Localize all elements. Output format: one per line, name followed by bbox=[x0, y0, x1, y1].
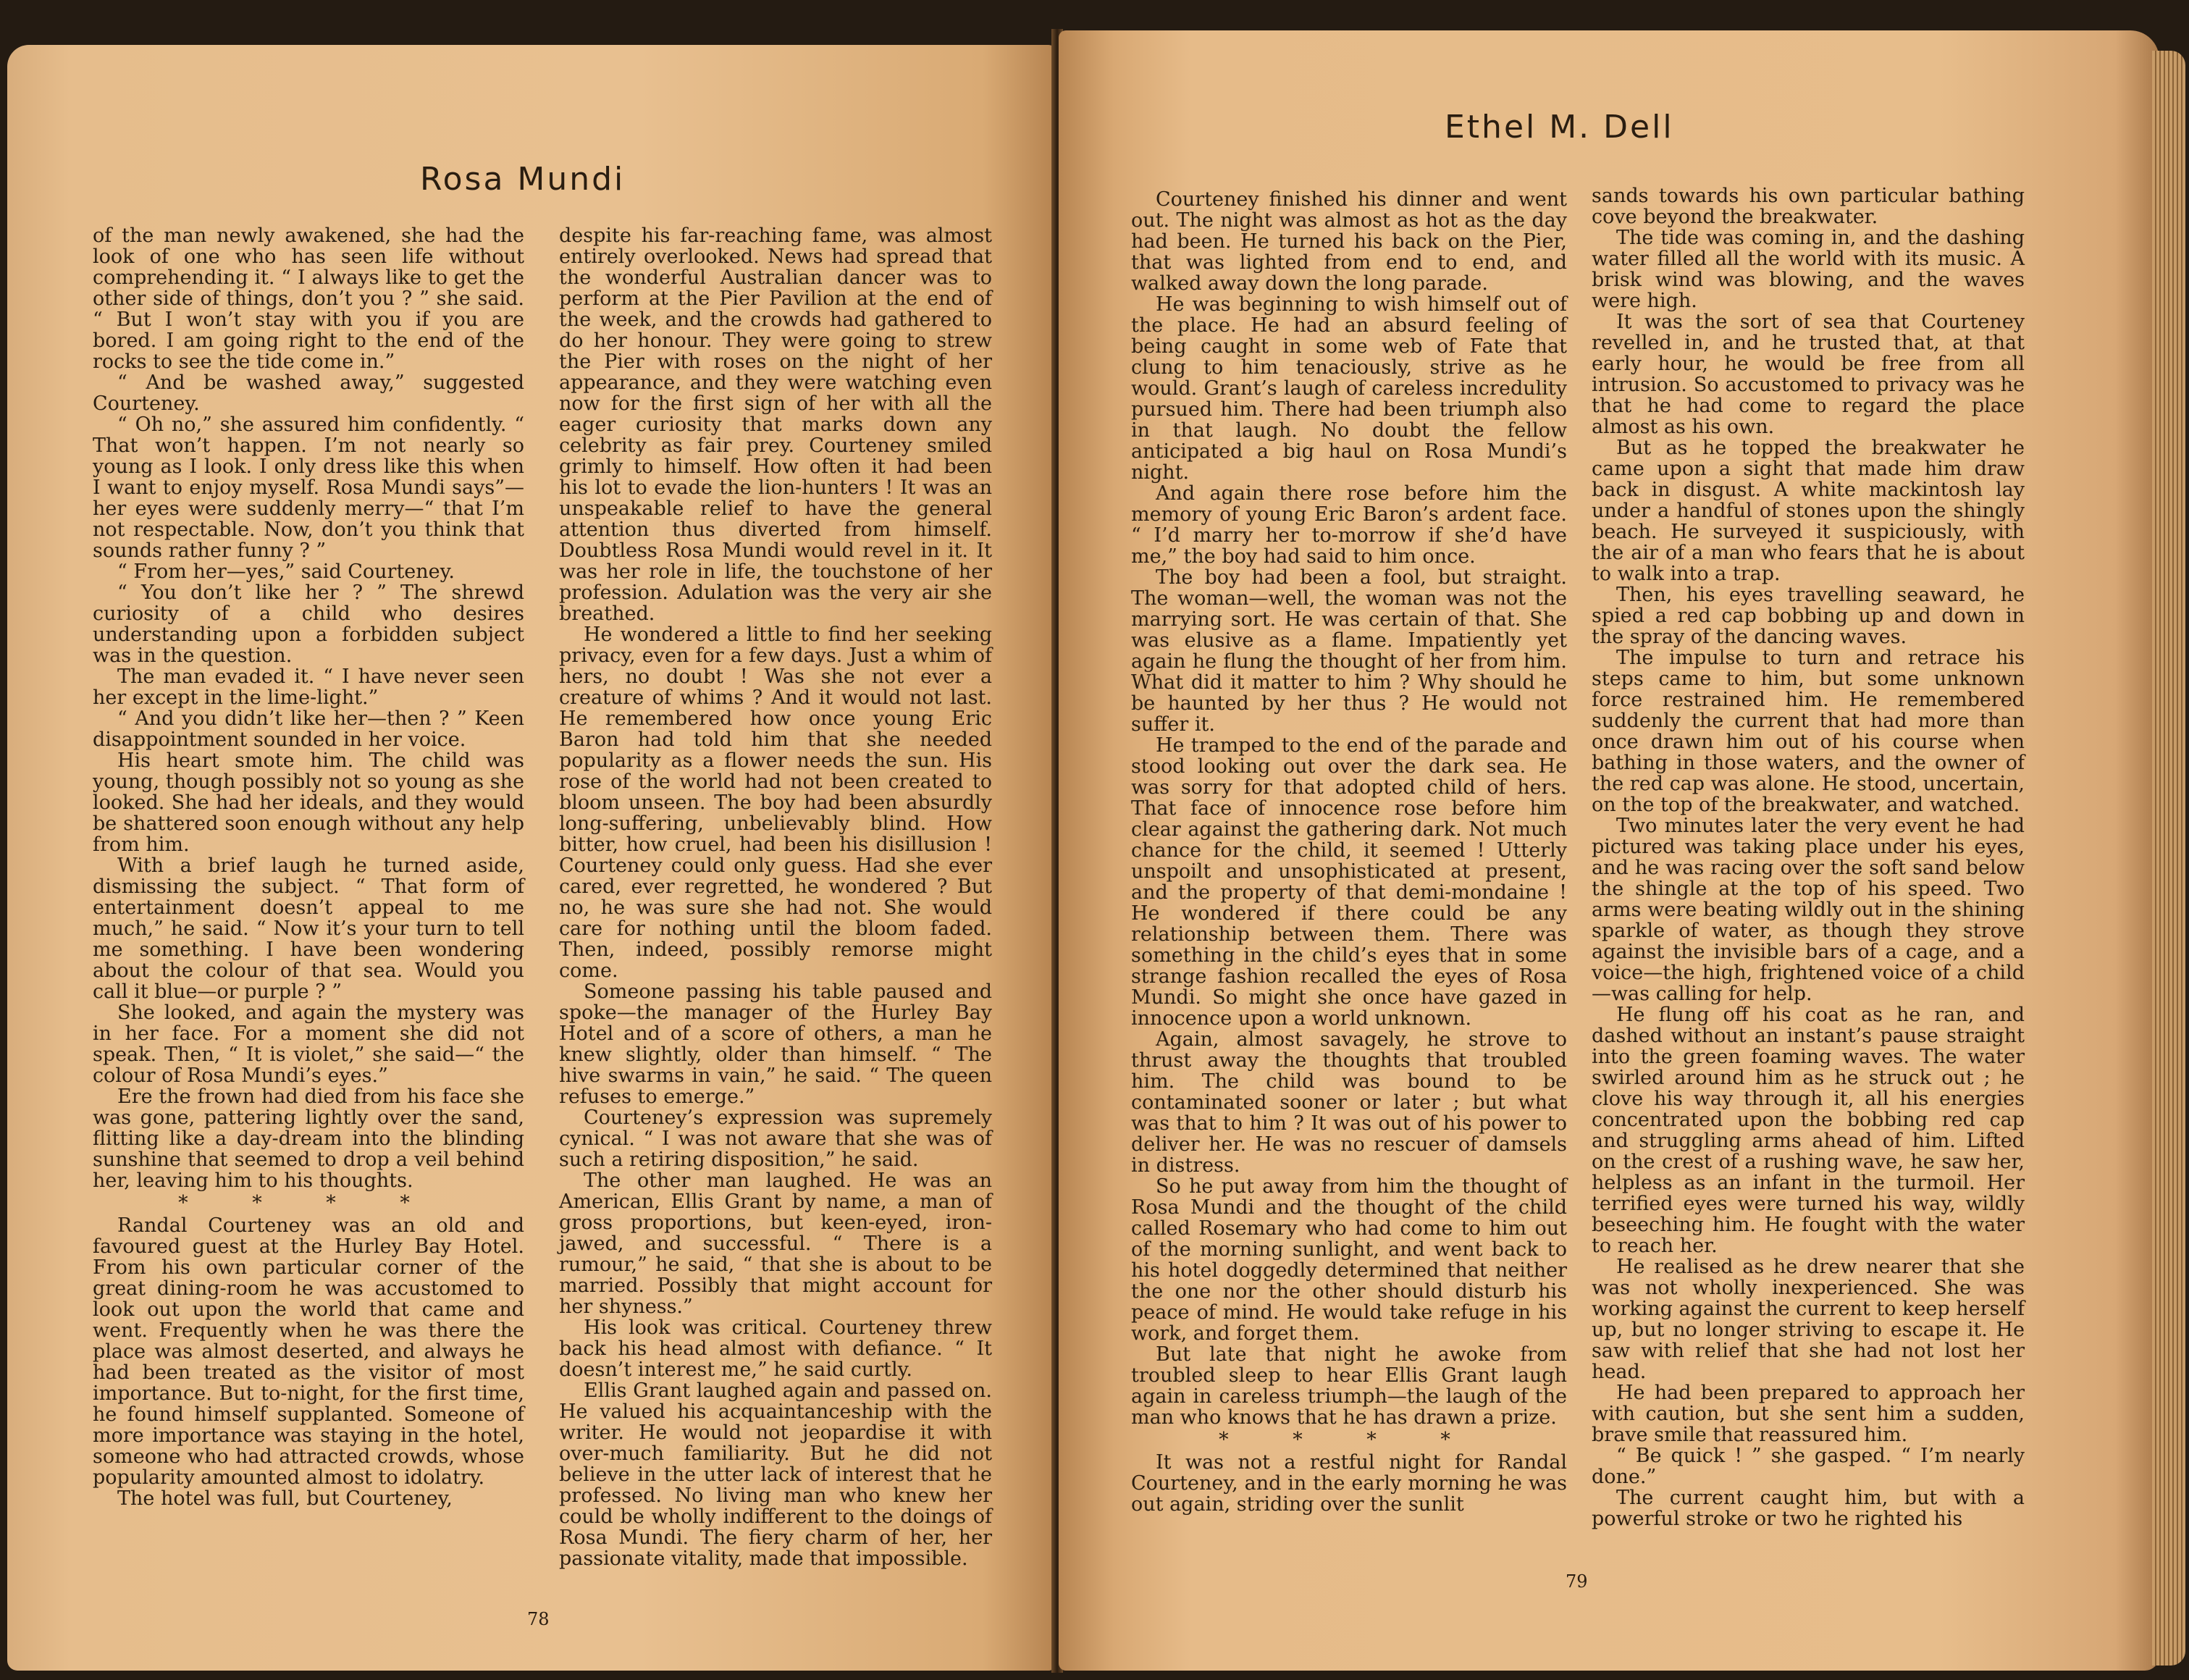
paragraph: Ere the frown had died from his face she was gone, pattering lightly over the sand, flitting like a day-dream into the blinding sunshine that seemed to drop a veil behind her, leaving him to his thoughts. bbox=[93, 1085, 524, 1192]
paragraph: But as he topped the breakwater he came upon a sight that made him draw back in disgust. A white mackintosh lay under a handful of stones upon the shingly beach. He surveyed it suspiciously, with the air of a man who fears that he is about to walk into a trap. bbox=[1592, 437, 2025, 585]
paragraph: His heart smote him. The child was young, though possibly not so young as she looked. She had her ideals, and they would be shattered soon enough without any help from him. bbox=[93, 749, 524, 856]
paragraph: The hotel was full, but Courteney, bbox=[117, 1487, 453, 1510]
paragraph: He tramped to the end of the parade and stood looking out over the dark sea. He was sorry for that adopted child of hers. That face of innocence rose before him clear against the gathering dark. Not much chance for the child, it seemed ! Utterly unspoilt and unsophisticated at present, and the property of that demi-mondaine ! He wondered if there could be any relationship between them. There was something in the child’s eyes that in some strange fashion recalled the eyes of Rosa Mundi. So might she once have gazed in innocence upon a world unknown. bbox=[1131, 734, 1567, 1030]
page-number: 79 bbox=[1566, 1571, 1588, 1592]
paragraph: despite his far-reaching fame, was almost entirely overlooked. News had spread that the wonderful Australian dancer was to perform at the Pier Pavilion at the end of the week, and the crowds had gathered to do her honour. They were going to strew the Pier with roses on the night of her appearance, and they were watching even now for the first sign of her with all the eager curiosity that marks down any celebrity as fair prey. Courteney smiled grimly to himself. How often it had been his lot to evade the lion-hunters ! It was an unspeakable relief to have the general attention thus diverted from himself. Doubtless Rosa Mundi would revel in it. It was her role in life, the touchstone of her profession. Adulation was the very air she breathed. bbox=[559, 224, 992, 625]
paragraph: Again, almost savagely, he strove to thrust away the thoughts that troubled him. The child was bound to be contaminated sooner or later ; but what was that to him ? It was out of his power to deliver her. He was no rescuer of damsels in distress. bbox=[1131, 1028, 1567, 1177]
paragraph: “ Oh no,” she assured him confidently. “ That won’t happen. I’m not nearly so young as I look. I only dress like this when I want to enjoy myself. Rosa Mundi says”—her eyes were suddenly merry—“ that I’m not respectable. Now, don’t you think that sounds rather funny ? ” bbox=[93, 413, 524, 562]
paragraph: So he put away from him the thought of Rosa Mundi and the thought of the child called Rosemary who had come to him out of the morning sunlight, and went back to his hotel doggedly determined that neither the one nor the other should disturb his peace of mind. He would take refuge in his work, and forget them. bbox=[1131, 1175, 1567, 1345]
paragraph: It was not a restful night for Randal Courteney, and in the early morning he was out again, striding over the sunlit bbox=[1131, 1451, 1567, 1516]
paragraph: The impulse to turn and retrace his steps came to him, but some unknown force restrained him. He remembered suddenly the current that had more than once drawn him out of his course when bathing in those waters, and the owner of the red cap was alone. He stood, uncertain, on the top of the breakwater, and watched. bbox=[1592, 647, 2025, 816]
paragraph: The man evaded it. “ I have never seen her except in the lime-light.” bbox=[93, 665, 524, 709]
paragraph: “ And be washed away,” suggested Courteney. bbox=[93, 371, 524, 415]
paragraph: “ You don’t like her ? ” The shrewd curiosity of a child who desires understanding upon a forbidden subject was in the question. bbox=[93, 581, 524, 667]
paragraph: But late that night he awoke from troubled sleep to hear Ellis Grant laugh again in careless triumph—the laugh of the man who knows that he has drawn a prize. bbox=[1131, 1343, 1567, 1429]
paragraph: of the man newly awakened, she had the look of one who has seen life without comprehending it. “ I always like to get the other side of things, don’t you ? ” she said. “ But I won’t stay with you if you are bored. I am going right to the end of the rocks to see the tide come in.” bbox=[93, 224, 524, 373]
paragraph: He flung off his coat as he ran, and dashed without an instant’s pause straight into the green foaming waves. The water swirled around him as he struck out ; he clove his way through it, all his energies concentrated upon the bobbing red cap and struggling arms ahead of him. Lifted on the crest of a rushing wave, he saw her, helpless as an infant in the turmoil. Her terrified eyes were turned his way, wildly beseeching him. He fought with the water to reach her. bbox=[1592, 1004, 2025, 1257]
paragraph: With a brief laugh he turned aside, dismissing the subject. “ That form of entertainment doesn’t appeal to me much,” he said. “ Now it’s your turn to tell me something. I have been wondering about the colour of that sea. Would you call it blue—or purple ? ” bbox=[93, 854, 524, 1003]
paragraph: She looked, and again the mystery was in her face. For a moment she did not speak. Then, “ It is violet,” she said—“ the colour of Rosa Mundi’s eyes.” bbox=[93, 1001, 524, 1087]
paragraph: Someone passing his table paused and spoke—the manager of the Hurley Bay Hotel and of a score of others, a man he knew slightly, older than himself. “ The hive swarms in vain,” he said. “ The queen refuses to emerge.” bbox=[559, 980, 992, 1108]
page-number: 78 bbox=[527, 1609, 550, 1629]
paragraph: He realised as he drew nearer that she was not wholly inexperienced. She was working against the current to keep herself up, but no longer striving to escape it. He saw with relief that she had not lost her head. bbox=[1592, 1256, 2025, 1383]
paragraph: He wondered a little to find her seeking privacy, even for a few days. Just a whim of hers, no doubt ! Was she not ever a creature of whims ? And it would not last. He remembered how once young Eric Baron had told him that she needed popularity as a flower needs the sun. His rose of the world had not been created to bloom unseen. The boy had been absurdly long-suffering, unbelievably blind. How bitter, how cruel, had been his disillusion ! Courteney could only guess. Had she ever cared, ever regretted, he wondered ? But no, he was sure she had not. She would care for nothing until the bloom faded. Then, indeed, possibly remorse might come. bbox=[559, 623, 992, 982]
paragraph: He had been prepared to approach her with caution, but she sent him a sudden, brave smile that reassured him. bbox=[1592, 1382, 2025, 1446]
paragraph: Two minutes later the very event he had pictured was taking place under his eyes, and he was racing over the soft sand below the shingle at the top of his speed. Two arms were beating wildly out in the shining sparkle of water, as though they strove against the invisible bars of a cage, and a voice—the high, frightened voice of a child—was calling for help. bbox=[1592, 815, 2025, 1005]
right-column-2 bbox=[1592, 185, 2025, 1529]
page-header: Rosa Mundi bbox=[420, 161, 626, 198]
paragraph: His look was critical. Courteney threw back his head almost with defiance. “ It doesn’t interest me,” he said curtly. bbox=[559, 1316, 992, 1381]
paragraph: It was the sort of sea that Courteney revelled in, and he trusted that, at that early hour, he would be free from all intrusion. So accustomed to privacy was he that he had come to regard the place almost as his own. bbox=[1592, 311, 2025, 438]
paragraph: And again there rose before him the memory of young Eric Baron’s ardent face. “ I’d marry her to-morrow if she’d have me,” the boy had said to him once. bbox=[1131, 482, 1567, 568]
paragraph: He was beginning to wish himself out of the place. He had an absurd feeling of being caught in some web of Fate that clung to him tenaciously, strive as he would. Grant’s laugh of careless incredulity pursued him. There had been triumph also in that laugh. No doubt the fellow anticipated a big haul on Rosa Mundi’s night. bbox=[1131, 293, 1567, 484]
paragraph: The other man laughed. He was an American, Ellis Grant by name, a man of gross proportions, but keen-eyed, iron-jawed, and successful. “ There is a rumour,” he said, “ that she is about to be married. Possibly that might account for her shyness.” bbox=[559, 1169, 992, 1318]
paragraph: Randal Courteney was an old and favoured guest at the Hurley Bay Hotel. From his own particular corner of the great dining-room he was accustomed to look out upon the world that came and went. Frequently when he was there the place was almost deserted, and always he had been treated as the visitor of most importance. But to-night, for the first time, he found himself supplanted. Someone of more importance was staying in the hotel, someone who had attracted crowds, whose popularity amounted almost to idolatry. bbox=[93, 1214, 524, 1489]
paragraph: “ Be quick ! ” she gasped. “ I’m nearly done.” bbox=[1592, 1445, 2025, 1488]
paragraph: Then, his eyes travelling seaward, he spied a red cap bobbing up and down in the spray of the dancing waves. bbox=[1592, 584, 2025, 648]
page-header: Ethel M. Dell bbox=[1445, 109, 1674, 146]
paragraph: Courteney’s expression was supremely cynical. “ I was not aware that she was of such a retiring disposition,” he said. bbox=[559, 1106, 992, 1171]
paragraph: sands towards his own particular bathing cove beyond the breakwater. bbox=[1592, 185, 2025, 228]
paragraph: “ From her—yes,” said Courteney. bbox=[117, 560, 455, 583]
paragraph: Ellis Grant laughed again and passed on. He valued his acquaintanceship with the writer. He would not jeopardise it with over-much familiarity. But he did not believe in the utter lack of interest that he professed. No living man who knew her could be wholly indifferent to the doings of Rosa Mundi. The fiery charm of her, her passionate vitality, made that impossible. bbox=[559, 1379, 992, 1570]
right-column-1 bbox=[1131, 189, 1567, 1515]
right-page bbox=[1059, 30, 2159, 1671]
paragraph: “ And you didn’t like her—then ? ” Keen disappointment sounded in her voice. bbox=[93, 707, 524, 751]
paragraph: The boy had been a fool, but straight. The woman—well, the woman was not the marrying sort. He was certain of that. She was elusive as a flame. Impatiently yet again he flung the thought of her from him. What did it matter to him ? Why should he be haunted by her thus ? He would not suffer it. bbox=[1131, 566, 1567, 736]
left-column-1 bbox=[93, 225, 524, 1509]
left-column-2 bbox=[559, 225, 992, 1569]
left-page bbox=[7, 45, 1056, 1671]
paragraph: The current caught him, but with a powerful stroke or two he righted his bbox=[1592, 1487, 2025, 1530]
paragraph: Courteney finished his dinner and went out. The night was almost as hot as the day had been. He turned his back on the Pier, that was lighted from end to end, and walked away down the long parade. bbox=[1131, 188, 1567, 295]
paragraph: The tide was coming in, and the dashing water filled all the world with its music. A brisk wind was blowing, and the waves were high. bbox=[1592, 227, 2025, 312]
section-break: * * * * bbox=[178, 1192, 439, 1214]
page-edges bbox=[2152, 51, 2185, 1666]
section-break: * * * * bbox=[1219, 1429, 1479, 1451]
